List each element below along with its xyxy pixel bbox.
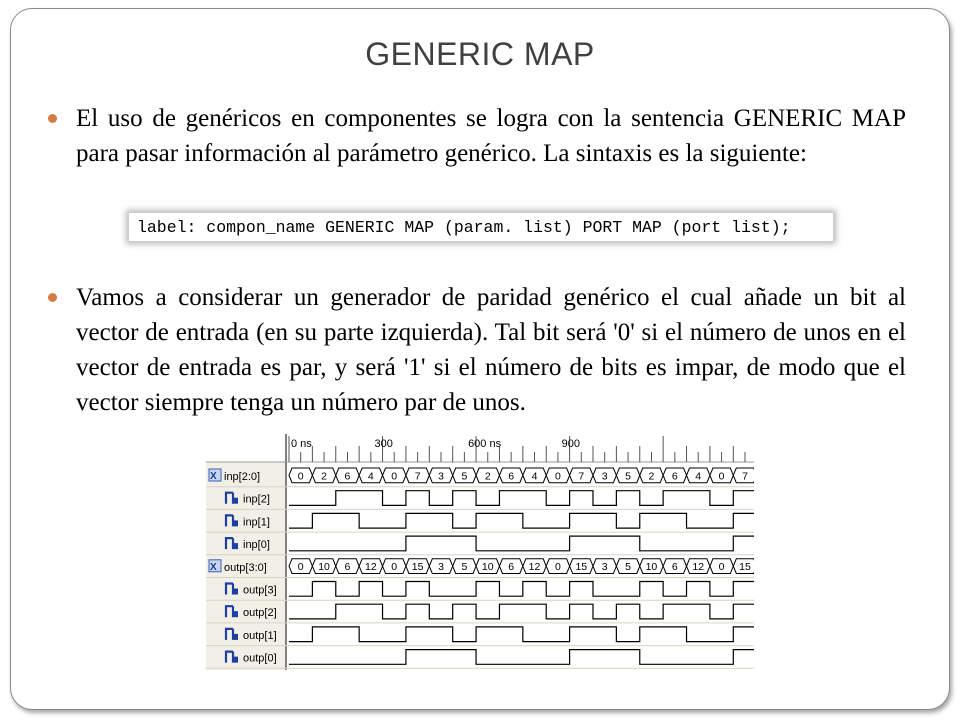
bus-value-label: 15 xyxy=(411,561,424,574)
bullet-dot-icon xyxy=(48,293,57,302)
signal-icon xyxy=(234,543,238,549)
bus-value-label: 12 xyxy=(528,561,541,574)
bus-value-label: 4 xyxy=(367,470,374,483)
bus-value-label: 10 xyxy=(481,561,494,574)
bus-value-label: 0 xyxy=(718,470,725,483)
signal-name: outp[3:0] xyxy=(224,561,267,574)
bus-icon: X xyxy=(210,561,217,573)
bus-value-label: 15 xyxy=(575,561,588,574)
bus-value-label: 0 xyxy=(297,470,304,483)
bus-value-label: 3 xyxy=(601,561,608,574)
bus-value-label: 0 xyxy=(718,561,725,574)
bullet-paragraph-1 xyxy=(76,101,906,171)
signal-name: inp[0] xyxy=(243,539,270,552)
waveform-svg xyxy=(206,434,754,670)
slide-title: GENERIC MAP xyxy=(365,36,595,72)
signal-name: inp[1] xyxy=(243,516,270,529)
bus-value-label: 3 xyxy=(438,561,444,574)
bus-value-label: 3 xyxy=(601,470,608,483)
bus-value-label: 4 xyxy=(695,470,702,483)
bullet-1-text: El uso de genéricos en componentes se logra con la sentencia GENERIC MAP para pasar información al parámetro genérico. La sintaxis es la siguiente: xyxy=(76,105,906,167)
bus-value-label: 2 xyxy=(321,470,327,483)
bus-value-label: 0 xyxy=(297,561,304,574)
bus-value-label: 0 xyxy=(554,470,561,483)
signal-name: outp[2] xyxy=(243,607,277,620)
bus-value-label: 2 xyxy=(484,470,491,483)
bus-value-label: 4 xyxy=(531,470,538,483)
signal-icon xyxy=(234,498,238,504)
bus-value-label: 5 xyxy=(625,470,631,483)
bus-value-label: 6 xyxy=(671,470,678,483)
signal-icon xyxy=(234,657,238,663)
bullet-paragraph-2 xyxy=(76,280,906,420)
waveform-viewer xyxy=(206,434,754,670)
signal-icon xyxy=(234,589,238,595)
bus-value-label: 6 xyxy=(344,470,351,483)
signal-name: inp[2:0] xyxy=(224,471,261,483)
bus-value-label: 5 xyxy=(461,470,468,483)
bus-value-label: 7 xyxy=(578,470,585,483)
bus-value-label: 6 xyxy=(344,561,351,574)
signal-name: outp[3] xyxy=(243,584,277,597)
bus-value-label: 5 xyxy=(625,561,631,574)
time-label: 900 xyxy=(561,438,580,450)
bus-value-label: 2 xyxy=(648,470,655,483)
bus-value-label: 12 xyxy=(364,561,377,574)
bus-value-label: 7 xyxy=(414,470,421,483)
signal-name: inp[2] xyxy=(243,493,270,506)
signal-icon xyxy=(234,634,238,640)
signal-name: outp[1] xyxy=(243,629,277,642)
bullet-dot-icon xyxy=(48,114,57,123)
bus-value-label: 10 xyxy=(318,561,330,574)
bullet-2-text: Vamos a considerar un generador de paridad genérico el cual añade un bit al vector de entrada (en su parte izquierda). Tal bit será '0' si el número de unos en el vector de entrada es par, y será '1' si el número de bits es impar, de modo que el vector siempre tenga un número par de unos. xyxy=(76,284,906,416)
signal-icon xyxy=(234,611,238,617)
bus-value-label: 0 xyxy=(391,561,398,574)
bus-value-label: 10 xyxy=(645,561,658,574)
bus-icon: X xyxy=(210,471,217,482)
bus-value-label: 12 xyxy=(692,561,705,574)
time-label: 600 ns xyxy=(468,438,502,450)
bus-value-label: 3 xyxy=(438,470,444,483)
signal-name: outp[0] xyxy=(243,652,277,665)
syntax-code-box: label: compon_name GENERIC MAP (param. list) PORT MAP (port list); xyxy=(128,212,834,242)
bus-value-label: 5 xyxy=(461,561,468,574)
time-label: 0 ns xyxy=(291,438,312,450)
bus-value-label: 15 xyxy=(739,561,751,574)
bus-value-label: 6 xyxy=(671,561,678,574)
bus-value-label: 6 xyxy=(508,561,515,574)
time-label: 300 xyxy=(374,438,393,450)
bus-value-label: 6 xyxy=(508,470,515,483)
bus-value-label: 7 xyxy=(742,470,748,483)
bus-value-label: 0 xyxy=(391,470,398,483)
bus-value-label: 0 xyxy=(554,561,561,574)
signal-icon xyxy=(234,520,238,526)
